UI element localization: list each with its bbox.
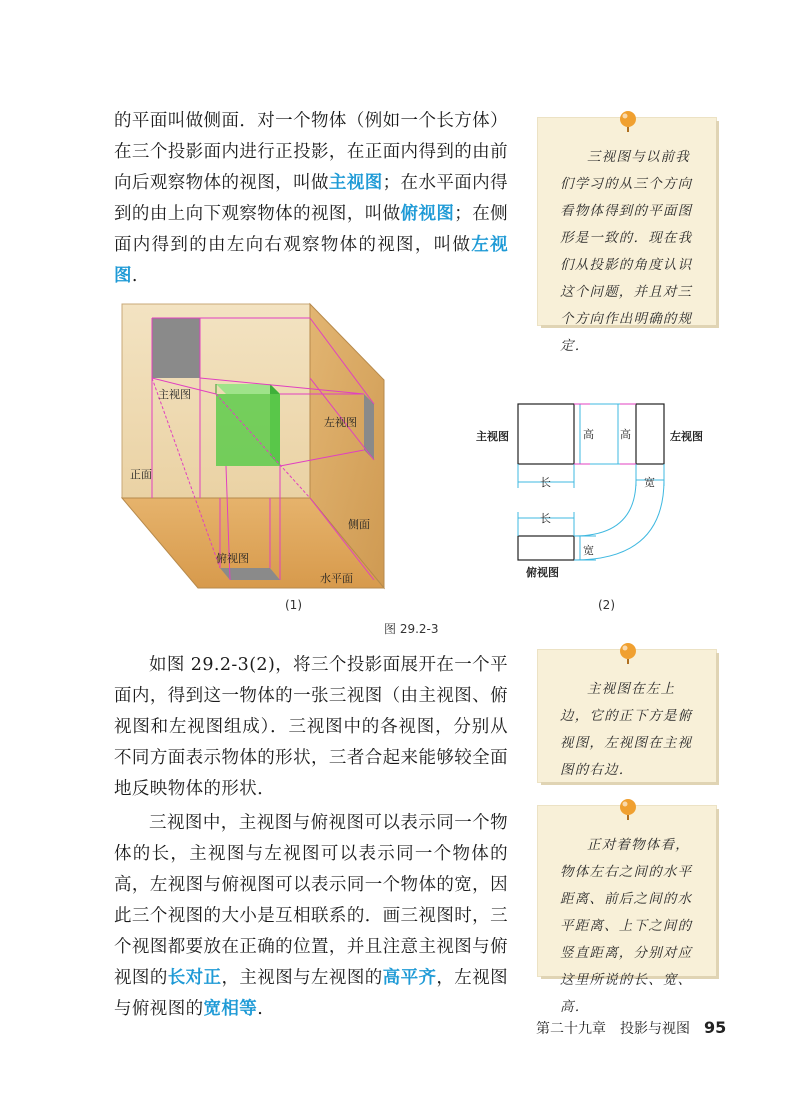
fig1-label-side-plane: 侧面 [348,518,370,531]
fig2-label-front-view: 主视图 [476,430,509,443]
term-width-equal: 宽相等 [203,999,258,1019]
chapter-title: 第二十九章 投影与视图 [536,1021,690,1037]
figure-caption: 图 29.2-3 [384,622,439,636]
fig2-dim-height-2: 高 [620,428,631,441]
fig2-sub-caption: (2) [598,598,615,612]
fig2-dim-height-1: 高 [583,428,594,441]
fig1-label-front-view: 主视图 [158,388,191,401]
fig1-label-horizontal-plane: 水平面 [320,572,353,585]
figure-2-three-views [470,396,710,582]
term-front-view: 主视图 [328,173,383,193]
pin-icon [618,642,638,664]
pin-icon [618,110,638,132]
front-view-rect [518,404,574,464]
side-note-1: 三视图与以前我们学习的从三个方向看物体得到的平面图形是一致的．现在我们从投影的角度认识这个问题，并且对三个方向作出明确的规定． [538,118,716,325]
fig2-dim-width-1: 宽 [644,476,655,489]
figure-1-projection-box [110,300,400,594]
paragraph-intro: 的平面叫做侧面．对一个物体（例如一个长方体）在三个投影面内进行正投影，在正面内得到的由前向后观察物体的视图，叫做主视图；在水平面内得到的由上向下观察物体的视图，叫做俯视图；在侧面内得到的由左向右观察物体的视图，叫做左视图. [114,111,508,286]
side-note-3: 正对着物体看，物体左右之间的水平距离、前后之间的水平距离、上下之间的竖直距离，分别对应这里所说的长、宽、高． [538,806,716,976]
page-number: 95 [704,1018,727,1037]
paragraph-rules: 三视图中，主视图与俯视图可以表示同一个物体的长，主视图与左视图可以表示同一个物体的高，左视图与俯视图可以表示同一个物体的宽，因此三个视图的大小是互相联系的．画三视图时，三个视图都要放在正确的位置，并且注意主视图与俯视图的长对正，主视图与左视图的高平齐，左视图与俯视图的宽相等. [114,813,509,1019]
fig1-label-top-view: 俯视图 [216,552,249,565]
term-top-view: 俯视图 [400,204,455,224]
fig1-label-left-view: 左视图 [324,416,357,429]
page-footer [536,1018,726,1038]
side-note-2: 主视图在左上边，它的正下方是俯视图，左视图在主视图的右边． [538,650,716,782]
fig2-label-top-view: 俯视图 [526,566,559,579]
fig2-dim-width-2: 宽 [583,544,594,557]
paragraph-unfold: 如图 29.2-3(2)，将三个投影面展开在一个平面内，得到这一物体的一张三视图（由主视图、俯视图和左视图组成）．三视图中的各视图，分别从不同方面表示物体的形状，三者合起来能够较全面地反映物体的形状． [114,655,508,799]
fig2-label-left-view: 左视图 [670,430,703,443]
top-view-rect [518,536,574,560]
term-left-view: 左视图 [114,235,508,286]
term-length-aligned: 长对正 [167,968,222,988]
pin-icon [618,798,638,820]
fig2-dim-length-1: 长 [540,476,551,489]
fig1-sub-caption: (1) [285,598,302,612]
left-view-rect [636,404,664,464]
fig2-dim-length-2: 长 [540,512,551,525]
fig1-label-front-plane: 正面 [130,468,152,481]
term-height-level: 高平齐 [382,968,437,988]
